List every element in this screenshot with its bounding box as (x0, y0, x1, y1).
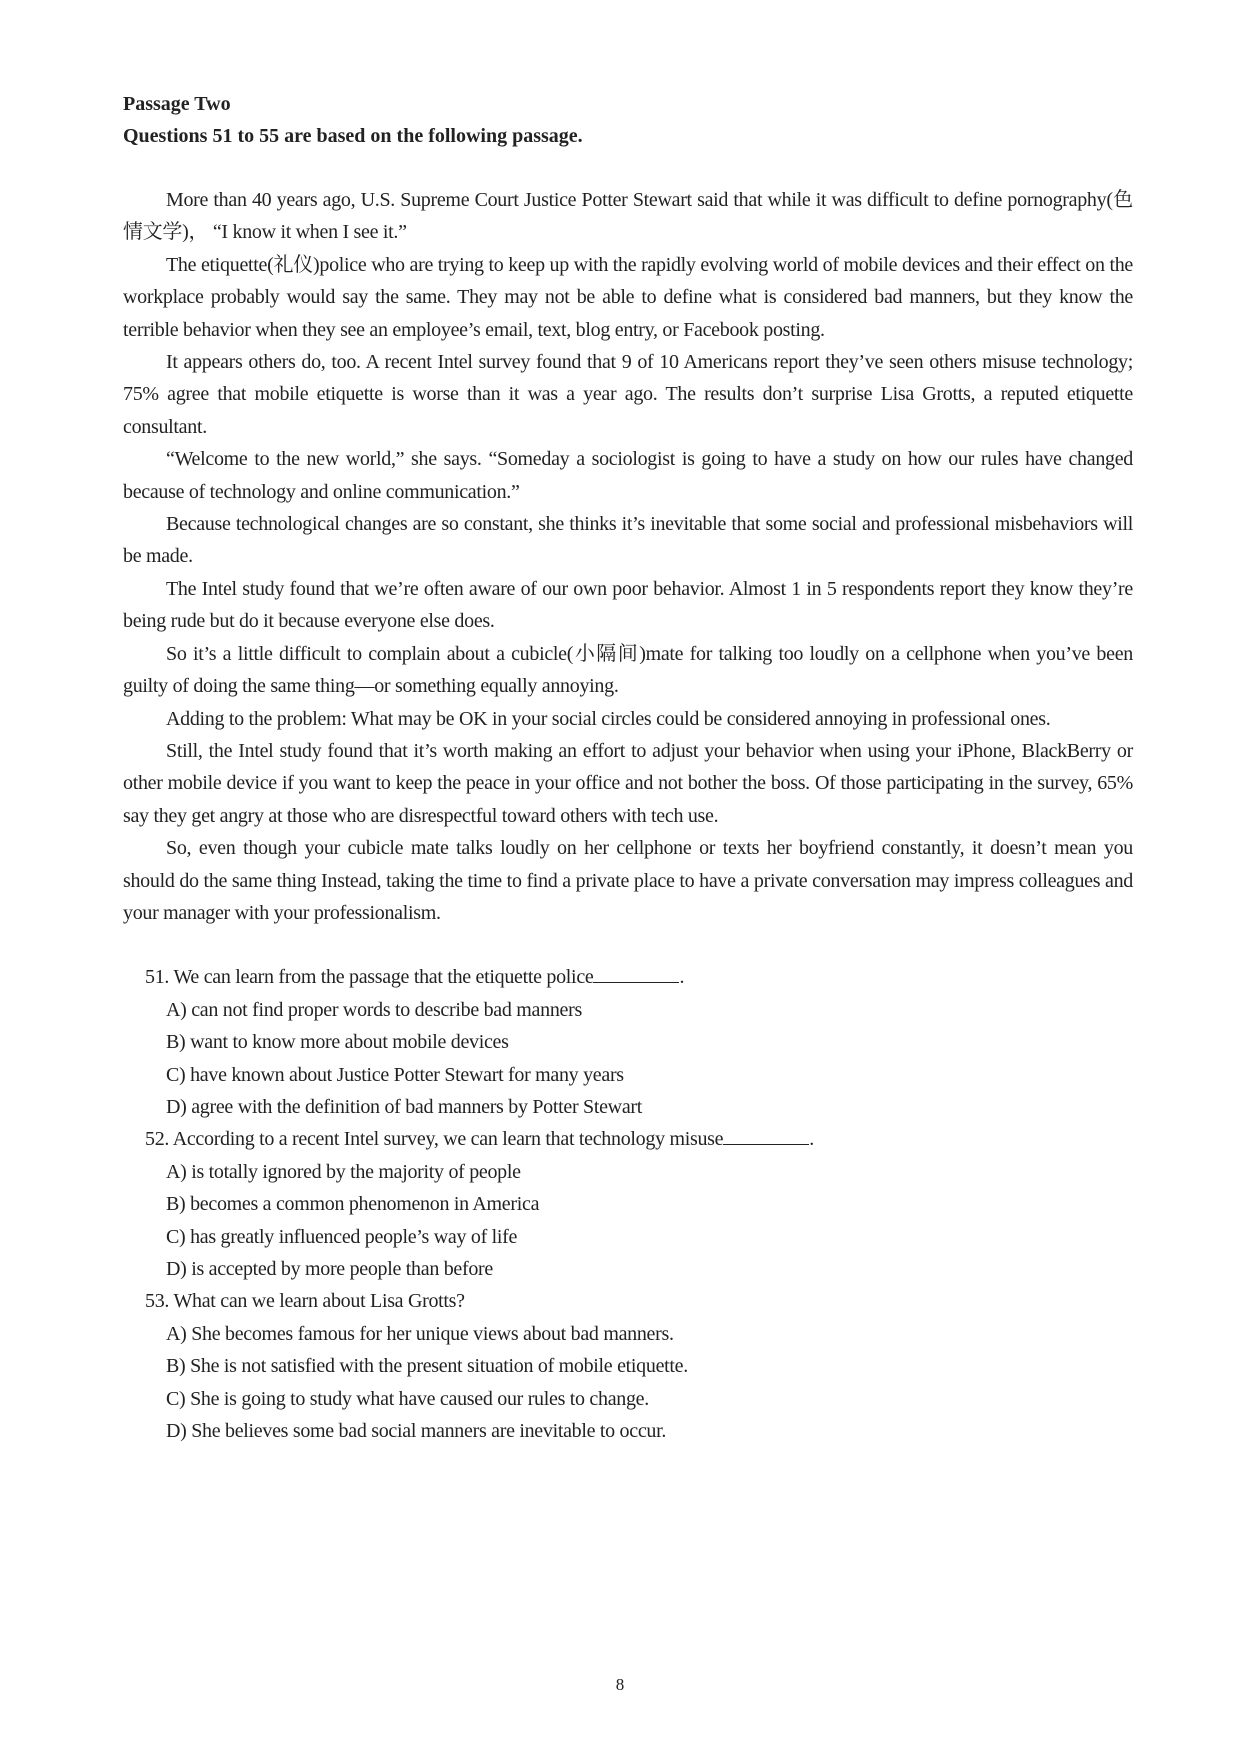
paragraph: Still, the Intel study found that it’s worth making an effort to adjust your behavior when using your iPhone, BlackBerry or other mobile device if you want to keep the peace in your office and not bother the boss. Of those participating in the survey, 65% say they get angry at those who are disrespectful toward others with tech use. (123, 739, 1133, 827)
option: B) She is not satisfied with the present situation of mobile etiquette. (166, 1355, 688, 1378)
paragraph: It appears others do, too. A recent Intel survey found that 9 of 10 Americans report they’ve seen others misuse technology; 75% agree that mobile etiquette is worse than it was a year ago. The results don’t surprise Lisa Grotts, a reputed etiquette consultant. (123, 351, 1133, 438)
page-number: 8 (615, 1675, 625, 1694)
option: D) agree with the definition of bad manners by Potter Stewart (166, 1095, 643, 1118)
passage-title: Passage Two (123, 93, 231, 115)
paragraph: So, even though your cubicle mate talks loudly on her cellphone or texts her boyfriend constantly, it doesn’t mean you should do the same thing Instead, taking the time to find a private place to have a private conversation may impress colleagues and your manager with your professionalism. (123, 837, 1133, 924)
option: A) She becomes famous for her unique views about bad manners. (166, 1322, 674, 1345)
question-53 (123, 1285, 1133, 1317)
question-stem: 51. We can learn from the passage that the etiquette police (145, 966, 594, 989)
paragraph: So it’s a little difficult to complain about a cubicle(小隔间)mate for talking too loudly on a cellphone when you’ve been guilty of doing the same thing—or something equally annoying. (123, 642, 1133, 698)
question-51: 51. We can learn from the passage that the etiquette police . (145, 966, 685, 989)
option: D) She believes some bad social manners are inevitable to occur. (166, 1420, 667, 1443)
paragraph: “Welcome to the new world,” she says. “Someday a sociologist is going to have a study on how our rules have changed because of technology and online communication.” (123, 448, 1133, 503)
paragraph: The Intel study found that we’re often aware of our own poor behavior. Almost 1 in 5 respondents report they know they’re being rude but do it because everyone else does. (123, 577, 1133, 633)
paragraph: Adding to the problem: What may be OK in your social circles could be considered annoying in professional ones. (166, 707, 1051, 730)
question-stem: 53. What can we learn about Lisa Grotts? (145, 1290, 465, 1313)
questions (123, 961, 1133, 1447)
passage-instruction: Questions 51 to 55 are based on the following passage. (123, 125, 583, 147)
question-stem: 52. According to a recent Intel survey, we can learn that technology misuse (145, 1128, 724, 1151)
paragraph: Because technological changes are so constant, she thinks it’s inevitable that some social and professional misbehaviors will be made. (123, 513, 1133, 568)
option: C) have known about Justice Potter Stewart for many years (166, 1063, 624, 1086)
answer-blank (593, 964, 679, 983)
answer-blank (723, 1126, 809, 1145)
option: A) can not find proper words to describe bad manners (166, 998, 582, 1021)
question-52: 52. According to a recent Intel survey, we can learn that technology misuse . (145, 1128, 814, 1151)
option: D) is accepted by more people than before (166, 1258, 493, 1280)
option: A) is totally ignored by the majority of people (166, 1160, 521, 1183)
option: C) has greatly influenced people’s way of life (166, 1225, 518, 1248)
page-content (123, 88, 1133, 1447)
paragraph: The etiquette(礼仪)police who are trying to keep up with the rapidly evolving world of mobile devices and their effect on the workplace probably would say the same. They may not be able to define what is considered bad manners, but they know the terrible behavior when they see an employee’s email, text, blog entry, or Facebook posting. (123, 253, 1133, 341)
paragraph: More than 40 years ago, U.S. Supreme Court Justice Potter Stewart said that while it was difficult to define pornography(色情文学)， “I know it when I see it.” (123, 189, 1133, 244)
option: C) She is going to study what have caused our rules to change. (166, 1387, 649, 1410)
passage-body (123, 184, 1133, 929)
option: B) becomes a common phenomenon in America (166, 1193, 540, 1216)
option: B) want to know more about mobile devices (166, 1031, 509, 1054)
